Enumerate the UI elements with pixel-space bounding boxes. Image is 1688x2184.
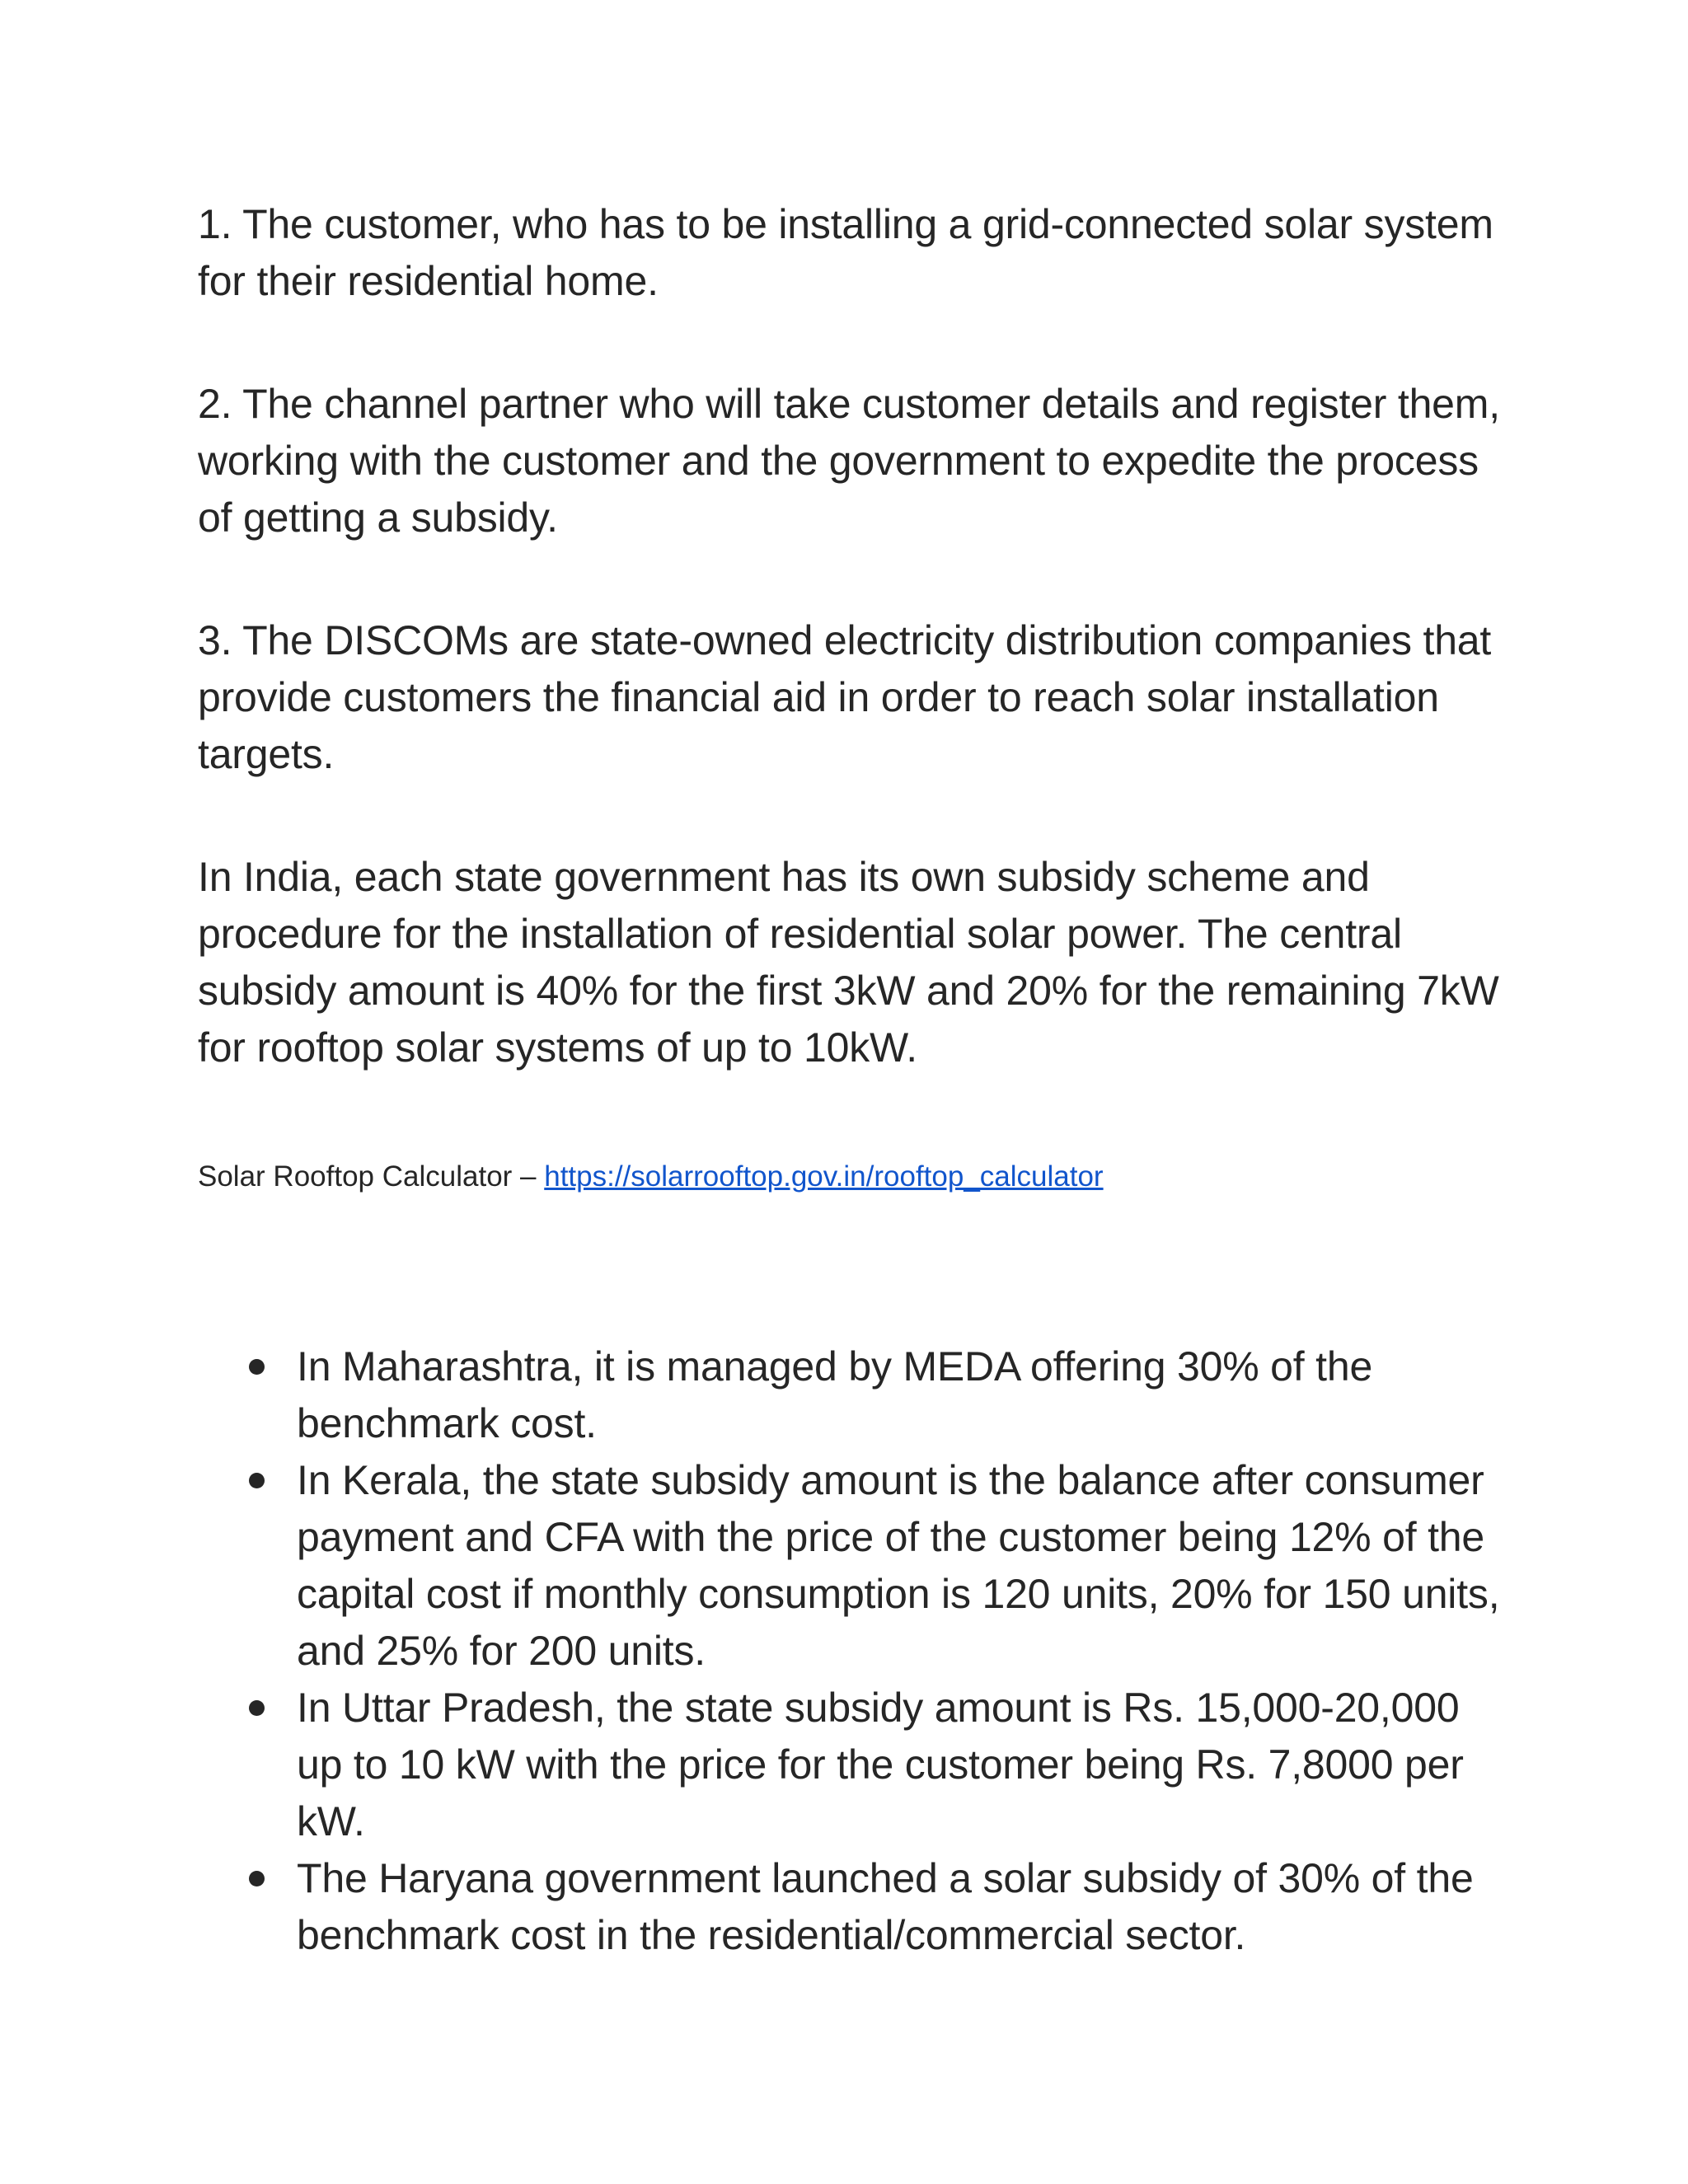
list-item-haryana [198, 1850, 1500, 1964]
paragraph-channel-partner: 2. The channel partner who will take customer details and register them, working with the customer and the government to expedite the process of getting a subsidy. [198, 381, 1500, 541]
calculator-line [198, 1157, 1500, 1197]
paragraph-india-subsidy: In India, each state government has its own subsidy scheme and procedure for the installation of residential solar power. The central subsidy amount is 40% for the first 3kW and 20% for the remaining 7kW for rooftop solar systems of up to 10kW. [198, 854, 1499, 1071]
calculator-label: Solar Rooftop Calculator – [198, 1160, 545, 1193]
list-item-uttar-pradesh [198, 1680, 1500, 1850]
bullet-icon [249, 1871, 265, 1886]
list-item-kerala [198, 1452, 1500, 1680]
document-page [198, 196, 1500, 1964]
bullet-icon [249, 1359, 265, 1375]
state-subsidy-list [198, 1338, 1500, 1964]
calculator-link[interactable]: https://solarrooftop.gov.in/rooftop_calculator [544, 1160, 1104, 1193]
list-item-maharashtra [198, 1338, 1500, 1452]
list-item-text: In Maharashtra, it is managed by MEDA offering 30% of the benchmark cost. [297, 1343, 1373, 1446]
paragraph-customer: 1. The customer, who has to be installing a grid-connected solar system for their residential home. [198, 201, 1493, 304]
list-item-text: In Kerala, the state subsidy amount is the balance after consumer payment and CFA with the price of the customer being 12% of the capital cost if monthly consumption is 120 units, 20% for 150 units, and 25% for 200 units. [297, 1457, 1500, 1674]
bullet-icon [249, 1473, 265, 1488]
bullet-icon [249, 1700, 265, 1716]
list-item-text: The Haryana government launched a solar subsidy of 30% of the benchmark cost in the residential/commercial sector. [297, 1855, 1474, 1958]
paragraph-discoms: 3. The DISCOMs are state-owned electricity distribution companies that provide customers the financial aid in order to reach solar installation targets. [198, 617, 1492, 777]
list-item-text: In Uttar Pradesh, the state subsidy amount is Rs. 15,000-20,000 up to 10 kW with the price for the customer being Rs. 7,8000 per kW. [297, 1685, 1464, 1844]
